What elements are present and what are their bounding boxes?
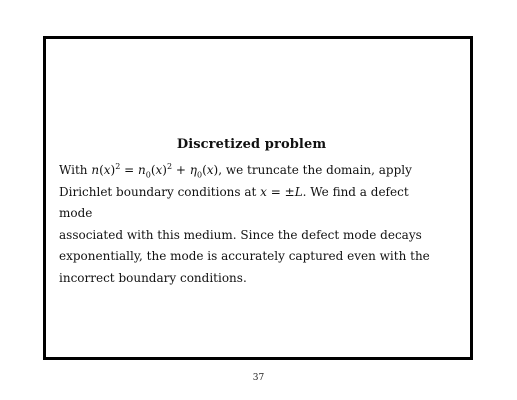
line1-lead: With (59, 163, 92, 177)
slide-title: Discretized problem (176, 137, 327, 152)
line3: associated with this medium. Since the defect mode decays (59, 227, 422, 242)
line4: exponentially, the mode is accurately captured even with the (59, 249, 430, 263)
line2-tail: . We find a defect mode (59, 184, 409, 220)
line5: incorrect boundary conditions. (59, 270, 247, 285)
slide-content (59, 137, 444, 289)
slide-body (59, 160, 444, 289)
equation-boundary: x = ±L (260, 184, 303, 199)
page-number: 37 (252, 373, 265, 383)
line1-tail: , we truncate the domain, apply (218, 163, 412, 177)
line2-lead: Dirichlet boundary conditions at (59, 184, 261, 199)
equation-refractive-index: $n(x)^2 = n_0(x)^2 + \eta_0(x)$ (91, 162, 219, 180)
slide-frame (43, 36, 473, 360)
